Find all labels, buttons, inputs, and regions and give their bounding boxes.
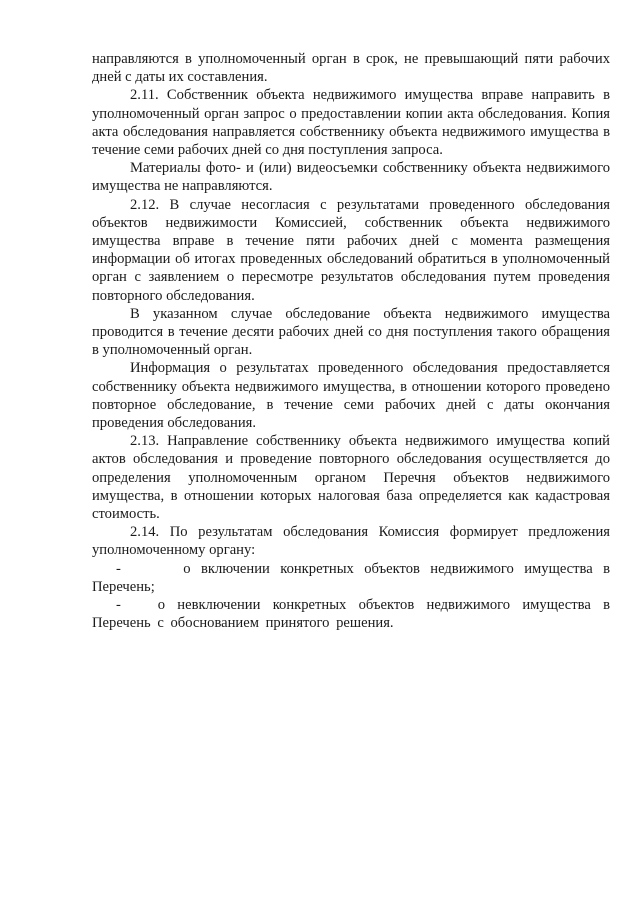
paragraph-2-11: 2.11. Собственник объекта недвижимого имущества вправе направить в уполномоченный орган запрос о предоставлении копии акта обследования. Копия акта обследования направляется собственнику объекта недвижимого имущества в течение семи рабочих дней со дня поступления запроса. [92,87,610,159]
document-page [92,50,610,633]
paragraph-continuation: направляются в уполномоченный орган в срок, не превышающий пяти рабочих дней с даты их составления. [92,51,610,86]
paragraph-2-12: 2.12. В случае несогласия с результатами проведенного обследования объектов недвижимости Комиссией, собственник объекта недвижимого имущества вправе в течение пяти рабочих дней с момента размещения информации об итогах проведенных обследований обратиться в уполномоченный орган с заявлением о пересмотре результатов обследования путем проведения повторного обследования. [92,196,610,304]
list-item-inclusion: - о включении конкретных объектов недвижимого имущества в Перечень; [92,560,610,595]
paragraph-2-13: 2.13. Направление собственнику объекта недвижимого имущества копий актов обследования и проведение повторного обследования осуществляется до определения уполномоченным органом Перечня объектов недвижимого имущества, в отношении которых налоговая база определяется как кадастровая стоимость. [92,433,610,523]
paragraph-results-info: Информация о результатах проведенного обследования предоставляется собственнику объекта недвижимого имущества, в отношении которого проведено повторное обследование, в течение семи рабочих дней с даты окончания проведения обследования. [92,360,610,432]
paragraph-repeat-inspection: В указанном случае обследование объекта недвижимого имущества проводится в течение десяти рабочих дней со дня поступления такого обращения в уполномоченный орган. [92,305,610,359]
paragraph-2-14: 2.14. По результатам обследования Комиссия формирует предложения уполномоченному органу: [92,524,610,559]
paragraph-materials: Материалы фото- и (или) видеосъемки собственнику объекта недвижимого имущества не направляются. [92,160,610,195]
list-item-exclusion: - о невключении конкретных объектов недвижимого имущества в Перечень с обоснованием принятого решения. [92,597,610,632]
